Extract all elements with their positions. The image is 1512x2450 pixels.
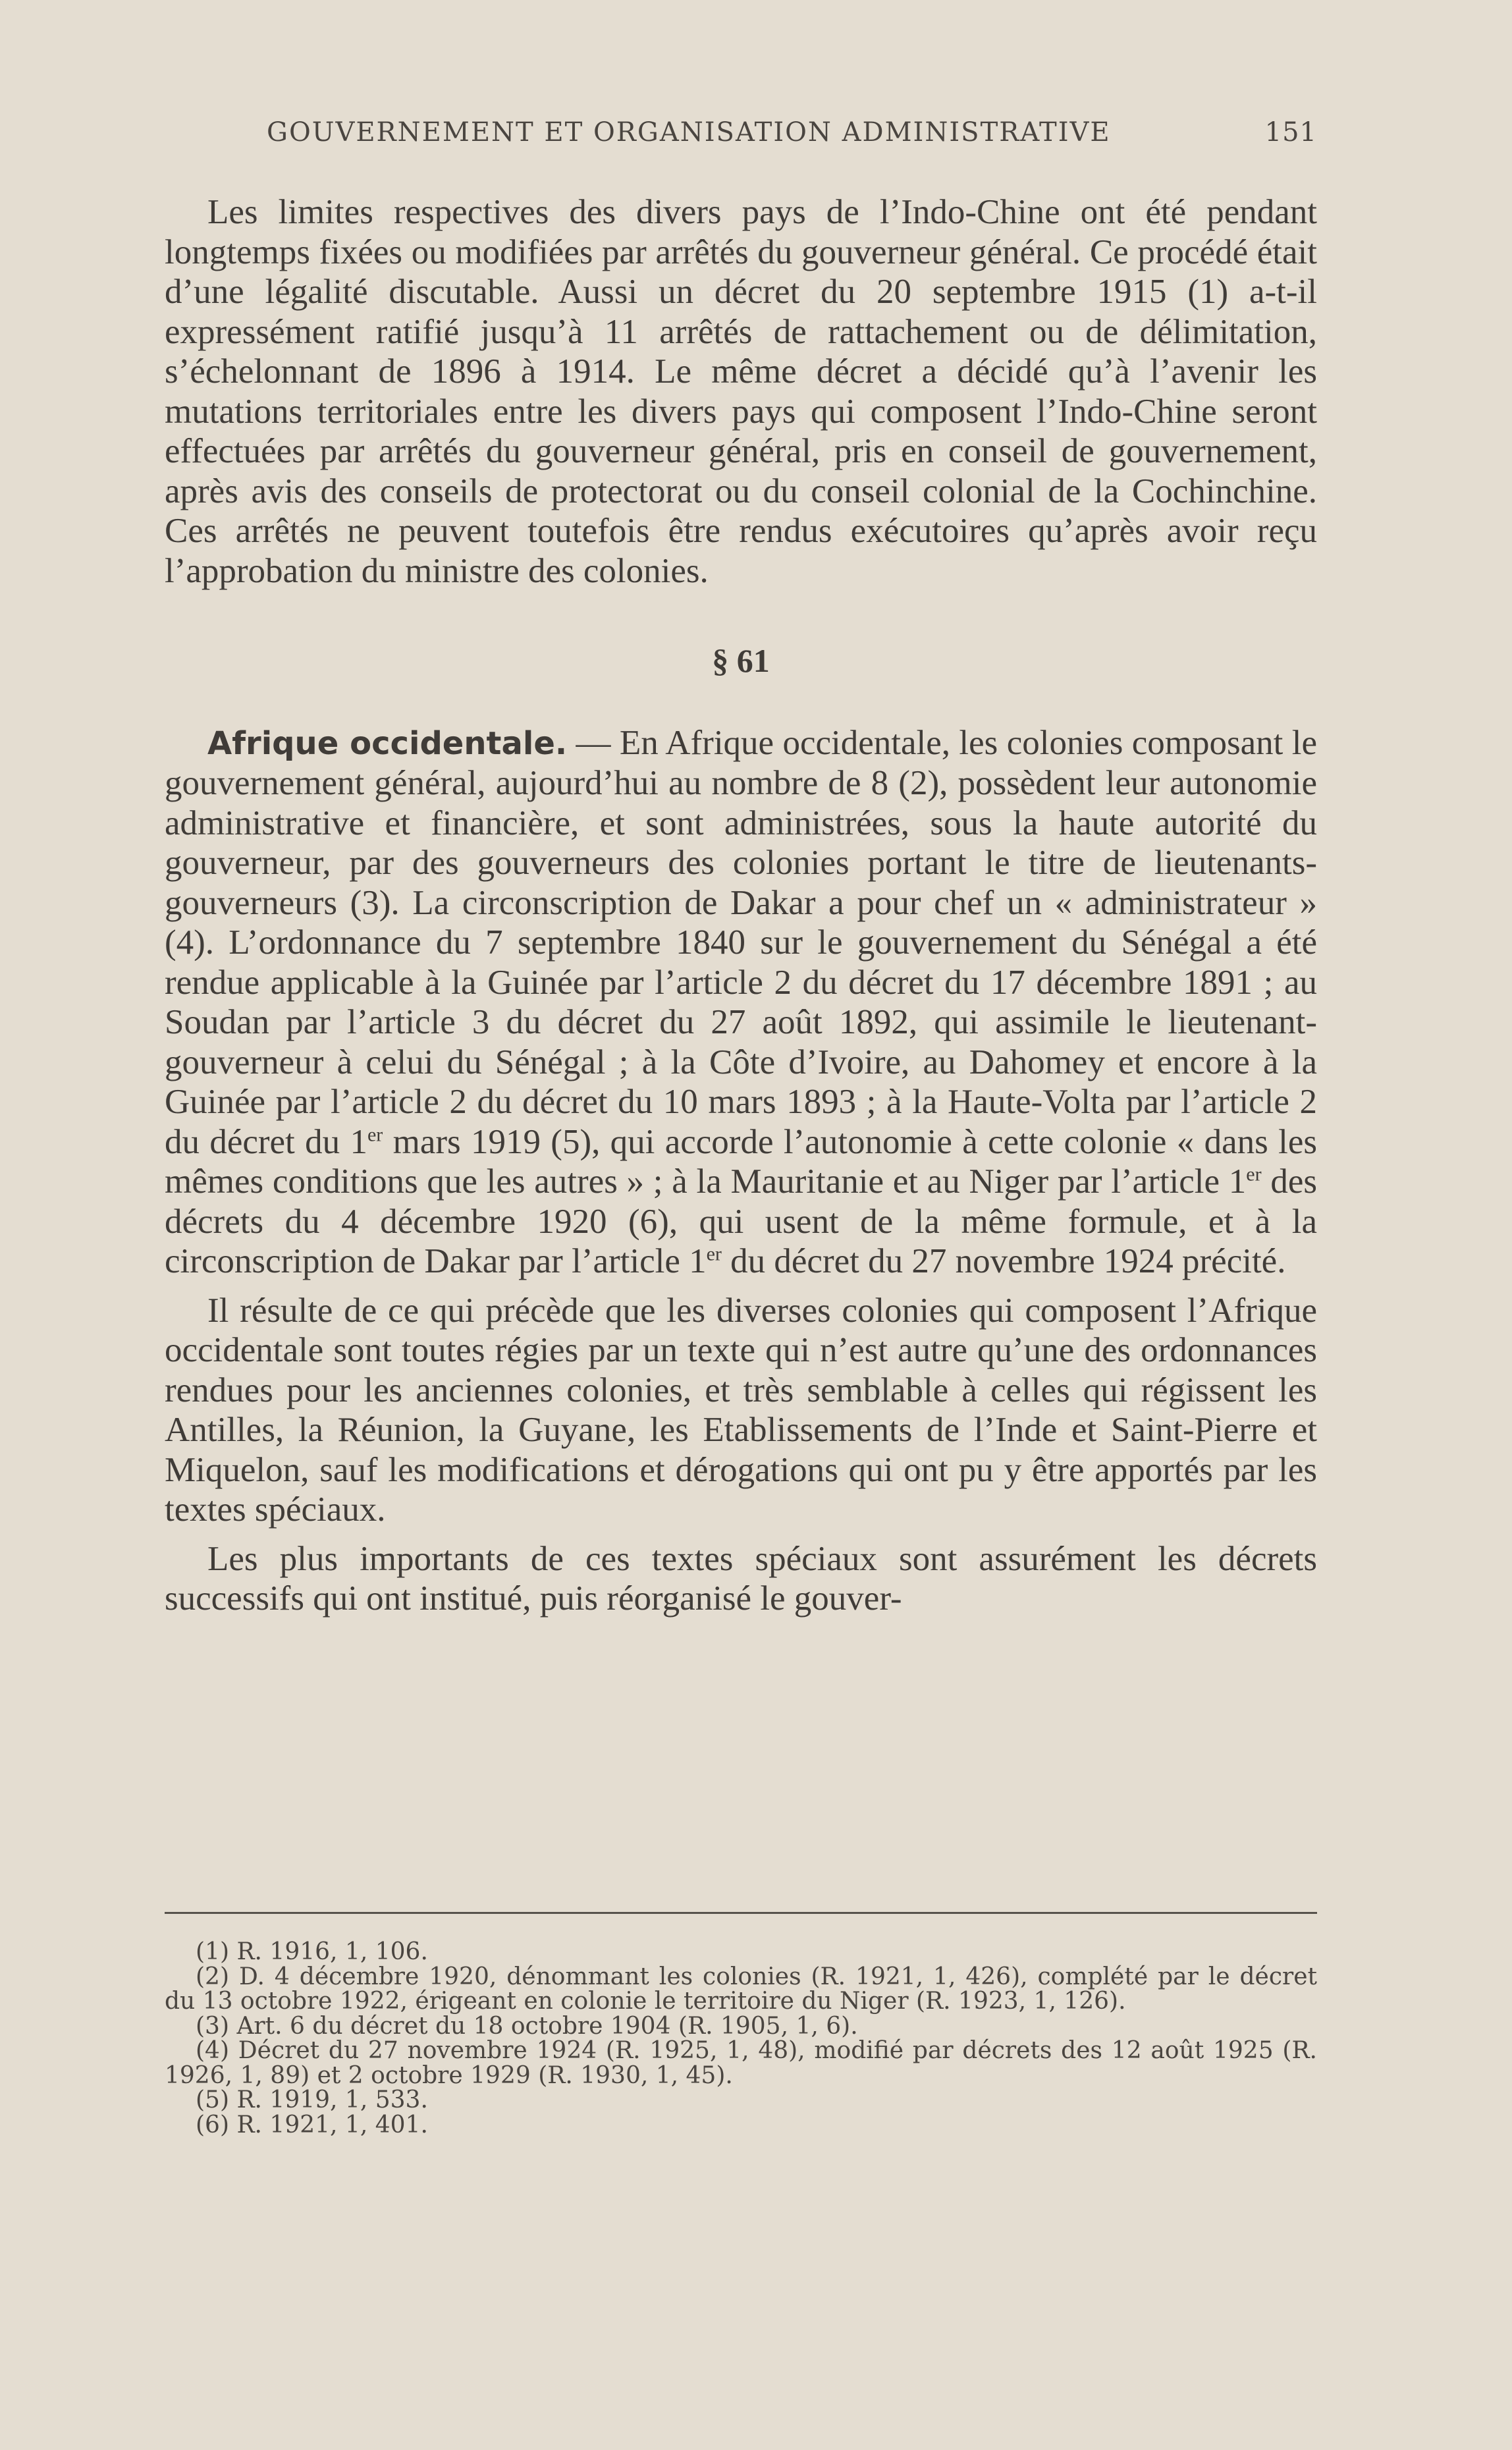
section-number: § 61 xyxy=(712,642,770,679)
paragraph-lead-title: Afrique occidentale. xyxy=(207,724,568,762)
paragraph-consequence: Il résulte de ce qui précède que les diverses colonies qui composent l’Afrique occidentale sont toutes régies par un texte qui n’est autre qu’une des ordonnances rendues pour les anciennes colonies, et très semblable à celles qui régissent les Antilles, la Réunion, la Guyane, les Etablissements de l’Inde et Saint-Pierre et Miquelon, sauf les modifications et dérogations qui ont pu y être apportés par les textes spéciaux. xyxy=(165,1291,1317,1529)
page-number: 151 xyxy=(1264,117,1317,148)
superscript-er-2: er xyxy=(1246,1163,1262,1185)
footnote-6: (6) R. 1921, 1, 401. xyxy=(196,2111,428,2138)
main-text xyxy=(165,192,1317,1619)
footnote-1: (1) R. 1916, 1, 106. xyxy=(196,1938,428,1965)
footnote-3: (3) Art. 6 du décret du 18 octobre 1904 (R. 1905, 1, 6). xyxy=(196,2012,858,2040)
footnote-5: (5) R. 1919, 1, 533. xyxy=(196,2086,428,2113)
paragraph-text-d: du décret du 27 novembre 1924 précité. xyxy=(721,1242,1286,1280)
paragraph-text-c: des décrets du 4 décembre 1920 (6), qui usent de la même formule, et à la circonscription de Dakar par l’article 1 xyxy=(165,1162,1317,1280)
running-header xyxy=(267,117,1317,148)
footnotes xyxy=(165,1940,1317,2137)
superscript-er-1: er xyxy=(367,1123,383,1145)
paragraph-text-a: — En Afrique occidentale, les colonies composant le gouvernement général, aujourd’hui au nombre de 8 (2), possèdent leur autonomie administrative et financière, et sont administrées, sous la haute autorité du gouverneur, par des gouverneurs des colonies portant le titre de lieutenants-gouverneurs (3). La circonscription de Dakar a pour chef un « administrateur » (4). L’ordonnance du 7 septembre 1840 sur le gouvernement du Sénégal a été rendue applicable à la Guinée par l’article 2 du décret du 17 décembre 1891 ; au Soudan par l’article 3 du décret du 27 août 1892, qui assimile le lieutenant-gouverneur à celui du Sénégal ; à la Côte d’Ivoire, au Dahomey et encore à la Guinée par l’article 2 du décret du 10 mars 1893 ; à la Haute-Volta par l’article 2 du décret du 1 xyxy=(165,723,1317,1161)
footnote-2: (2) D. 4 décembre 1920, dénommant les colonies (R. 1921, 1, 426), complété par le décret du 13 octobre 1922, érigeant en colonie le territoire du Niger (R. 1923, 1, 126). xyxy=(165,1963,1317,2015)
paragraph-afrique-occidentale xyxy=(165,723,1317,1282)
paragraph-text-b: mars 1919 (5), qui accorde l’autonomie à cette colonie « dans les mêmes conditions que les autres » ; à la Mauritanie et au Niger par l’article 1 xyxy=(165,1122,1317,1201)
footnote-divider xyxy=(165,1912,1317,1914)
superscript-er-3: er xyxy=(706,1243,722,1265)
header-title: GOUVERNEMENT ET ORGANISATION ADMINISTRATIVE xyxy=(267,117,1111,148)
section-heading xyxy=(165,641,1317,681)
paragraph-textes-speciaux: Les plus importants de ces textes spéciaux sont assurément les décrets successifs qui ont institué, puis réorganisé le gouver- xyxy=(165,1539,1317,1618)
footnote-4: (4) Décret du 27 novembre 1924 (R. 1925, 1, 48), modifié par décrets des 12 août 1925 (R. 1926, 1, 89) et 2 octobre 1929 (R. 1930, 1, 45). xyxy=(165,2037,1317,2089)
paragraph-indochine: Les limites respectives des divers pays de l’Indo-Chine ont été pendant longtemps fixées ou modifiées par arrêtés du gouverneur général. Ce procédé était d’une légalité discutable. Aussi un décret du 20 septembre 1915 (1) a-t-il expressément ratifié jusqu’à 11 arrêtés de rattachement ou de délimitation, s’échelonnant de 1896 à 1914. Le même décret a décidé qu’à l’avenir les mutations territoriales entre les divers pays qui composent l’Indo-Chine seront effectuées par arrêtés du gouverneur général, pris en conseil de gouvernement, après avis des conseils de protectorat ou du conseil colonial de la Cochinchine. Ces arrêtés ne peuvent toutefois être rendus exécutoires qu’après avoir reçu l’approbation du ministre des colonies. xyxy=(165,193,1317,590)
